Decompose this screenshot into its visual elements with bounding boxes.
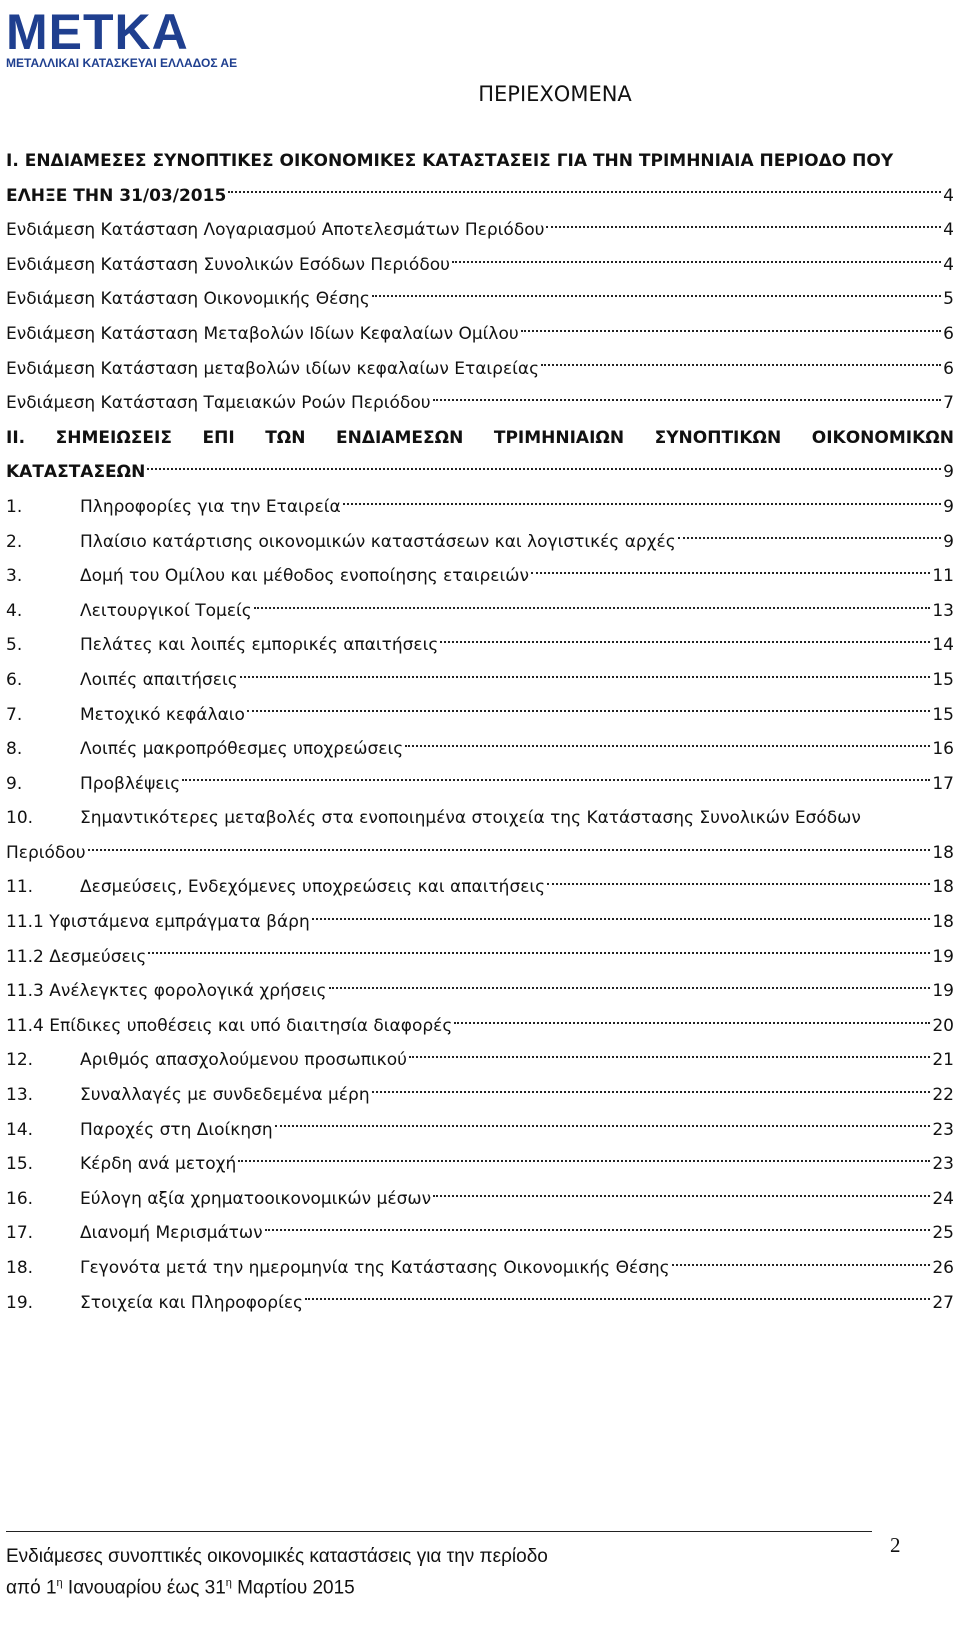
toc-page-number: 18 (932, 877, 954, 898)
toc-note[interactable] (6, 594, 954, 629)
toc-note[interactable] (6, 628, 954, 663)
toc-title-text: ΠΕΡΙΕΧΟΜΕΝΑ (478, 82, 632, 106)
toc-note-title-cont: Περιόδου (6, 842, 86, 863)
leader-dots (247, 709, 930, 712)
metka-logo (6, 6, 236, 72)
toc-entry-title: Κέρδη ανά μετοχή (80, 1154, 237, 1175)
leader-dots (672, 1263, 931, 1266)
toc-note-number: 5. (6, 635, 23, 656)
page-number: 2 (890, 1533, 901, 1557)
toc-note[interactable] (6, 1043, 954, 1078)
leader-dots (240, 675, 931, 678)
toc-page-number: 18 (932, 912, 954, 933)
toc-entry-title: Παροχές στη Διοίκηση (80, 1119, 273, 1140)
toc-section-2-title-cont: ΚΑΤΑΣΤΑΣΕΩΝ (6, 462, 146, 483)
leader-dots (409, 1055, 930, 1058)
toc-entry-title: Συναλλαγές με συνδεδεμένα μέρη (80, 1085, 370, 1106)
toc-subnotes-11 (6, 905, 954, 1043)
toc-page-number: 11 (932, 566, 954, 587)
toc-entry-title: Στοιχεία και Πληροφορίες (80, 1292, 304, 1313)
leader-dots (452, 260, 941, 263)
toc-section-2-word: II. (6, 427, 26, 448)
toc-note[interactable] (6, 525, 954, 560)
toc-note[interactable] (6, 1251, 954, 1286)
toc-subnote[interactable] (6, 1009, 954, 1044)
toc-note[interactable] (6, 490, 954, 525)
toc-entry-title: Πελάτες και λοιπές εμπορικές απαιτήσεις (80, 635, 439, 656)
toc-section-2-line-2[interactable] (6, 455, 954, 490)
toc-note[interactable] (6, 732, 954, 767)
leader-dots (440, 640, 930, 643)
toc-note-number: 7. (6, 704, 23, 725)
toc-subnote[interactable] (6, 974, 954, 1009)
footer-line-1: Ενδιάμεσες συνοπτικές οικονομικές καταστάσεις για την περίοδο (6, 1546, 548, 1567)
page-title (0, 80, 960, 108)
toc-note[interactable] (6, 698, 954, 733)
toc-entry-title: Ενδιάμεση Κατάσταση Ταμειακών Ροών Περιόδου (6, 393, 431, 414)
leader-dots (275, 1124, 931, 1127)
toc-page-number: 9 (943, 496, 954, 517)
toc-note-number: 10. (6, 808, 34, 829)
leader-dots (312, 917, 931, 920)
toc-entry-title: Ενδιάμεση Κατάσταση Λογαριασμού Αποτελεσμάτων Περιόδου (6, 220, 545, 241)
toc-entry-title: Λοιπές μακροπρόθεσμες υποχρεώσεις (80, 739, 404, 760)
footer-divider (6, 1531, 872, 1532)
toc-entry[interactable] (6, 352, 954, 387)
toc-page-number: 18 (932, 842, 954, 863)
leader-dots (148, 951, 930, 954)
toc-note[interactable] (6, 1147, 954, 1182)
toc-note-number: 4. (6, 600, 23, 621)
toc-note[interactable] (6, 767, 954, 802)
toc-note[interactable] (6, 1286, 954, 1321)
footer-caption (6, 1543, 548, 1601)
toc-entry[interactable] (6, 248, 954, 283)
toc-section-2-word: ΤΡΙΜΗΝΙΑΙΩΝ (493, 427, 625, 448)
toc-note-number: 9. (6, 773, 23, 794)
toc-entry-title: Διανομή Μερισμάτων (80, 1223, 263, 1244)
toc-note-number: 13. (6, 1085, 34, 1106)
leader-dots (678, 536, 941, 539)
toc-page-number: 13 (932, 600, 954, 621)
toc-note-number: 16. (6, 1188, 34, 1209)
toc-entry-title: Εύλογη αξία χρηματοοικονομικών μέσων (80, 1188, 432, 1209)
toc-section-1-title-cont: ΕΛΗΞΕ ΤΗΝ 31/03/2015 (6, 185, 227, 206)
toc-entry-title: Πλαίσιο κατάρτισης οικονομικών καταστάσεων και λογιστικές αρχές (80, 531, 676, 552)
toc-page-number: 27 (932, 1292, 954, 1313)
leader-dots (372, 294, 941, 297)
toc-section-2-word: ΤΩΝ (265, 427, 306, 448)
leader-dots (305, 1297, 930, 1300)
toc-page-number: 21 (932, 1050, 954, 1071)
toc-entry-title: Ενδιάμεση Κατάσταση Οικονομικής Θέσης (6, 289, 370, 310)
toc-page-number: 23 (932, 1154, 954, 1175)
toc-page-number: 9 (943, 462, 954, 483)
toc-section-1-title: I. ΕΝΔΙΑΜΕΣΕΣ ΣΥΝΟΠΤΙΚΕΣ ΟΙΚΟΝΟΜΙΚΕΣ ΚΑΤΑΣΤΑΣΕΙΣ ΓΙΑ ΤΗΝ ΤΡΙΜΗΝΙΑΙΑ ΠΕΡΙΟΔΟ ΠΟΥ (6, 151, 894, 171)
toc-page-number: 14 (932, 635, 954, 656)
toc-note[interactable] (6, 1113, 954, 1148)
toc-note-number: 19. (6, 1292, 34, 1313)
toc-note-number: 18. (6, 1258, 34, 1278)
toc-entry-title: Προβλέψεις (80, 773, 181, 794)
toc-note-number: 6. (6, 669, 23, 690)
toc-note-number: 8. (6, 739, 23, 760)
toc-entry-title: Μετοχικό κεφάλαιο (80, 704, 245, 725)
toc-entry-title: 11.1 Υφιστάμενα εμπράγματα βάρη (6, 912, 310, 933)
table-of-contents (6, 144, 954, 1320)
toc-entry-title: Ενδιάμεση Κατάσταση μεταβολών ιδίων κεφαλαίων Εταιρείας (6, 358, 540, 379)
toc-page-number: 26 (932, 1258, 954, 1278)
toc-note[interactable] (6, 559, 954, 594)
leader-dots (329, 986, 931, 989)
toc-page-number: 15 (932, 669, 954, 690)
toc-page-number: 23 (932, 1119, 954, 1140)
toc-subnote[interactable] (6, 905, 954, 940)
leader-dots (433, 398, 942, 401)
toc-notes-1-9 (6, 490, 954, 801)
toc-notes-12-19 (6, 1043, 954, 1320)
toc-entry-title: Ενδιάμεση Κατάσταση Συνολικών Εσόδων Περιόδου (6, 254, 450, 275)
leader-dots (531, 571, 930, 574)
toc-note-number: 2. (6, 531, 23, 552)
footer-line-2-a: από 1 (6, 1577, 57, 1599)
toc-section-2-word: ΣΥΝΟΠΤΙΚΩΝ (654, 427, 782, 448)
toc-entry-title: Πληροφορίες για την Εταιρεία (80, 496, 341, 517)
toc-section-1-entries (6, 213, 954, 421)
toc-page-number: 22 (932, 1085, 954, 1106)
leader-dots (546, 225, 941, 228)
toc-note-number: 12. (6, 1050, 34, 1071)
footer-sup-2: η (225, 1577, 232, 1589)
logo-subtitle: ΜΕΤΑΛΛΙΚΑΙ ΚΑΤΑΣΚΕΥΑΙ ΕΛΛΑΔΟΣ ΑΕ (6, 56, 238, 70)
toc-entry[interactable] (6, 317, 954, 352)
toc-entry[interactable] (6, 282, 954, 317)
toc-entry-title: 11.3 Ανέλεγκτες φορολογικά χρήσεις (6, 981, 327, 1002)
toc-entry-title: Λειτουργικοί Τομείς (80, 600, 252, 621)
footer-line-2 (6, 1570, 548, 1601)
toc-note[interactable] (6, 1216, 954, 1251)
toc-note-number: 15. (6, 1154, 34, 1175)
toc-note-title: Δεσμεύσεις, Ενδεχόμενες υποχρεώσεις και απαιτήσεις (80, 877, 546, 898)
toc-subnote[interactable] (6, 940, 954, 975)
toc-note-number: 3. (6, 566, 23, 587)
footer-sup-1: η (56, 1577, 63, 1589)
leader-dots (254, 606, 931, 609)
toc-note[interactable] (6, 1078, 954, 1113)
leader-dots (147, 467, 941, 470)
toc-entry[interactable] (6, 213, 954, 248)
toc-entry-title: Αριθμός απασχολούμενου προσωπικού (80, 1050, 407, 1071)
leader-dots (343, 502, 941, 505)
toc-page-number: 4 (943, 220, 954, 241)
toc-section-2-word: ΕΠΙ (202, 427, 235, 448)
toc-entry-title: Δομή του Ομίλου και μέθοδος ενοποίησης εταιρειών (80, 566, 529, 587)
toc-page-number: 5 (943, 289, 954, 310)
logo-name: METKA (6, 4, 189, 60)
toc-page-number: 20 (932, 1015, 954, 1036)
toc-section-2-word: ΣΗΜΕΙΩΣΕΙΣ (55, 427, 172, 448)
toc-section-2-word: ΕΝΔΙΑΜΕΣΩΝ (336, 427, 464, 448)
toc-page-number: 19 (932, 946, 954, 967)
toc-note-number: 17. (6, 1223, 34, 1244)
toc-page-number: 6 (943, 323, 954, 344)
toc-note-title: Σημαντικότερες μεταβολές στα ενοποιημένα στοιχεία της Κατάστασης Συνολικών Εσόδων (80, 808, 861, 829)
toc-section-2-word: ΟΙΚΟΝΟΜΙΚΩΝ (811, 427, 954, 448)
toc-page-number: 24 (932, 1188, 954, 1209)
toc-section-1-line-2[interactable] (6, 179, 954, 214)
toc-note-10-line-2[interactable] (6, 836, 954, 871)
toc-page-number: 16 (932, 739, 954, 760)
toc-page-number: 19 (932, 981, 954, 1002)
toc-page-number: 9 (943, 531, 954, 552)
leader-dots (541, 363, 941, 366)
toc-note[interactable] (6, 1182, 954, 1217)
toc-page-number: 4 (943, 185, 954, 206)
toc-entry-title: 11.4 Επίδικες υποθέσεις και υπό διαιτησία διαφορές (6, 1015, 453, 1036)
footer-line-2-c: Μαρτίου 2015 (231, 1577, 355, 1599)
toc-note-number: 11. (6, 877, 34, 898)
toc-note-11[interactable] (6, 870, 954, 905)
leader-dots (228, 190, 941, 193)
toc-note-10-line-1[interactable] (6, 801, 954, 836)
toc-entry-title: Γεγονότα μετά την ημερομηνία της Κατάστασης Οικονομικής Θέσης (80, 1258, 670, 1278)
toc-note-number: 1. (6, 496, 23, 517)
leader-dots (433, 1194, 930, 1197)
toc-page-number: 6 (943, 358, 954, 379)
toc-note-number: 14. (6, 1119, 34, 1140)
toc-page-number: 15 (932, 704, 954, 725)
toc-page-number: 17 (932, 773, 954, 794)
leader-dots (265, 1228, 931, 1231)
leader-dots (521, 329, 941, 332)
toc-page-number: 25 (932, 1223, 954, 1244)
toc-entry-title: Λοιπές απαιτήσεις (80, 669, 238, 690)
leader-dots (88, 848, 931, 851)
toc-page-number: 7 (943, 393, 954, 414)
leader-dots (454, 1021, 930, 1024)
toc-section-2-line-1[interactable] (6, 421, 954, 456)
toc-entry-title: 11.2 Δεσμεύσεις (6, 946, 147, 967)
footer-line-2-b: Ιανουαρίου έως 31 (62, 1577, 226, 1599)
toc-entry-title: Ενδιάμεση Κατάσταση Μεταβολών Ιδίων Κεφαλαίων Ομίλου (6, 323, 519, 344)
toc-entry[interactable] (6, 386, 954, 421)
leader-dots (547, 882, 930, 885)
toc-note[interactable] (6, 663, 954, 698)
toc-section-1-line-1[interactable] (6, 144, 954, 179)
leader-dots (372, 1090, 931, 1093)
leader-dots (182, 778, 930, 781)
toc-page-number: 4 (943, 254, 954, 275)
leader-dots (238, 1159, 930, 1162)
leader-dots (405, 744, 930, 747)
